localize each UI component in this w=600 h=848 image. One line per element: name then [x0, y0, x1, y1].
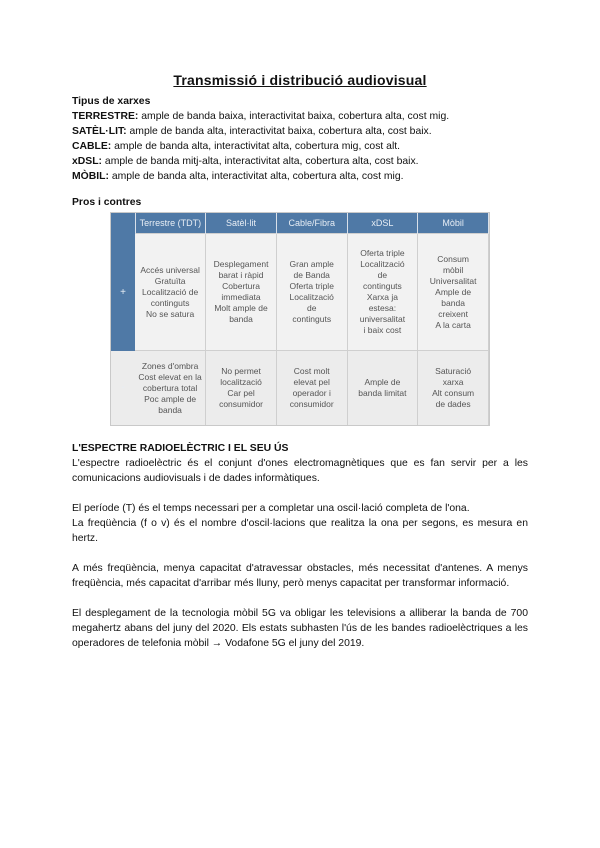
network-desc: ample de banda alta, interactivitat alta, cobertura mig, cost alt.: [111, 141, 401, 152]
network-types-heading: Tipus de xarxes: [72, 96, 151, 107]
table-cell-line: banda: [158, 404, 182, 415]
table-header-corner: [111, 213, 135, 234]
table-cell-line: Alt consum: [432, 388, 475, 398]
table-cell: [206, 351, 277, 426]
network-name: MÒBIL:: [72, 171, 109, 182]
network-item-satellit: [72, 124, 528, 139]
table-cell: [418, 234, 489, 351]
table-cell-line: continguts: [363, 281, 402, 291]
table-cell: [347, 234, 418, 351]
table-cell-line: elevat pel: [293, 377, 330, 387]
pros-label: +: [111, 234, 135, 351]
network-item-terrestre: [72, 109, 528, 124]
table-cell-line: Desplegament: [213, 259, 269, 269]
network-desc: ample de banda alta, interactivitat baixa, cobertura alta, cost baix.: [126, 126, 432, 137]
pros-cons-heading: Pros i contres: [72, 197, 142, 208]
table-cell-line: continguts: [292, 314, 332, 324]
paragraph: L'espectre radioelèctric és el conjunt d'ones electromagnètiques que es fan servir per a les comunicacions audiovisuals i de dades informàtiques.: [72, 458, 528, 484]
table-cell-line: Accés universal: [140, 264, 200, 275]
table-cell-line: Zones d'ombra: [141, 360, 199, 371]
network-desc: ample de banda mitj-alta, interactivitat alta, cobertura alta, cost baix.: [102, 156, 419, 167]
table-cell-line: Oferta triple: [289, 281, 334, 291]
table-cell: [418, 351, 489, 426]
table-cell-line: xarxa: [442, 377, 464, 387]
network-item-mobil: [72, 169, 528, 184]
table-cell-line: consumidor: [289, 399, 334, 409]
table-cell-line: Cobertura: [222, 281, 260, 291]
table-cell-line: Localització: [360, 259, 405, 269]
table-cell-line: barat i ràpid: [218, 270, 264, 280]
spectrum-heading: L'ESPECTRE RADIOELÈCTRIC I EL SEU ÚS: [72, 443, 289, 454]
table-cell-line: banda: [441, 297, 465, 308]
table-cell-line: creixent: [438, 308, 468, 319]
table-cell-line: de Banda: [293, 270, 330, 280]
table-cell: [276, 234, 347, 351]
spectrum-section: [72, 441, 528, 651]
network-types-section: [72, 94, 528, 184]
table-cell-line: i baix cost: [363, 325, 402, 335]
table-cell-line: A la carta: [435, 319, 471, 330]
table-cell-line: Gran ample: [289, 259, 334, 269]
pros-cons-table: [111, 213, 489, 425]
table-cell-line: banda: [229, 314, 253, 324]
table-cell-line: cobertura total: [142, 382, 198, 393]
table-header-cell: Terrestre (TDT): [135, 213, 206, 234]
pros-cons-table-image: [110, 212, 490, 426]
table-cell-line: Saturació: [435, 366, 472, 376]
table-cell-line: immediata: [221, 292, 261, 302]
table-cell-line: Consum: [437, 253, 469, 264]
table-row-pros: [111, 234, 489, 351]
table-cell-line: mòbil: [442, 264, 464, 275]
table-header-cell: Satèl·lit: [206, 213, 277, 234]
table-header-cell: xDSL: [347, 213, 418, 234]
table-row-cons: [111, 351, 489, 426]
table-cell-line: Oferta triple: [360, 248, 405, 258]
table-cell-line: operador i: [292, 388, 331, 398]
table-cell-line: banda limitat: [358, 388, 407, 398]
table-cell-line: Poc ample de: [144, 393, 197, 404]
table-cell-line: Cost elevat en la: [138, 371, 202, 382]
table-cell-line: de dades: [435, 399, 471, 409]
table-cell-line: Ample de: [364, 377, 401, 387]
network-item-cable: [72, 139, 528, 154]
network-desc: ample de banda alta, interactivitat alta, cobertura alta, cost mig.: [108, 171, 404, 182]
table-cell-line: Ample de: [435, 286, 472, 297]
table-cell-line: consumidor: [219, 399, 263, 409]
table-cell-line: Gratuïta: [154, 275, 186, 286]
table-cell: [276, 351, 347, 426]
table-cell-line: continguts: [150, 297, 190, 308]
document-title: Transmissió i distribució audiovisual: [173, 72, 427, 88]
table-cell-line: Cost molt: [293, 366, 330, 376]
table-cell-line: Universalitat: [429, 275, 477, 286]
network-name: CABLE:: [72, 141, 112, 152]
table-cell-line: Car pel: [227, 388, 255, 398]
table-cell: [135, 234, 206, 351]
table-cell-line: No se satura: [145, 308, 195, 319]
table-cell-line: Xarxa ja: [366, 292, 398, 302]
table-cell-line: de: [377, 270, 388, 280]
paragraph: La freqüència (f o v) és el nombre d'oscil·lacions que realitza la ona per segons, es mesura en hertz.: [72, 518, 528, 544]
network-name: xDSL:: [72, 156, 103, 167]
table-cell-line: No permet: [221, 366, 261, 376]
network-name: TERRESTRE:: [72, 111, 139, 122]
paragraph: El desplegament de la tecnologia mòbil 5G va obligar les televisions a alliberar la banda de 700 megahertz abans del juny del 2020. Els estats subhasten l'ús de les bandes radioelèctriques a les operadores de telefonia mòbil → Vodafone 5G el juny del 2019.: [72, 608, 528, 649]
cons-label: -: [111, 351, 135, 426]
paragraph: El període (T) és el temps necessari per a completar una oscil·lació completa de l'ona.: [72, 503, 470, 514]
network-desc: ample de banda baixa, interactivitat baixa, cobertura alta, cost mig.: [138, 111, 450, 122]
table-cell: [206, 234, 277, 351]
network-item-xdsl: [72, 154, 528, 169]
network-name: SATÈL·LIT:: [72, 126, 127, 137]
table-cell-line: localització: [220, 377, 262, 387]
table-cell-line: de: [306, 303, 317, 313]
table-cell-line: Molt ample de: [214, 303, 268, 313]
table-cell: [347, 351, 418, 426]
table-header-cell: Cable/Fibra: [276, 213, 347, 234]
paragraph: A més freqüència, menya capacitat d'atravessar obstacles, més necessitat d'antenes. A menys freqüència, més capacitat d'arribar més lluny, però menys capacitat per transformar informació.: [72, 563, 528, 589]
table-cell-line: universalitat: [359, 314, 406, 324]
table-cell-line: estesa:: [368, 303, 397, 313]
table-cell-line: Localització de: [141, 286, 199, 297]
table-cell: [135, 351, 206, 426]
table-header-cell: Mòbil: [418, 213, 489, 234]
table-header-row: [111, 213, 489, 234]
table-cell-line: Localització: [289, 292, 334, 302]
